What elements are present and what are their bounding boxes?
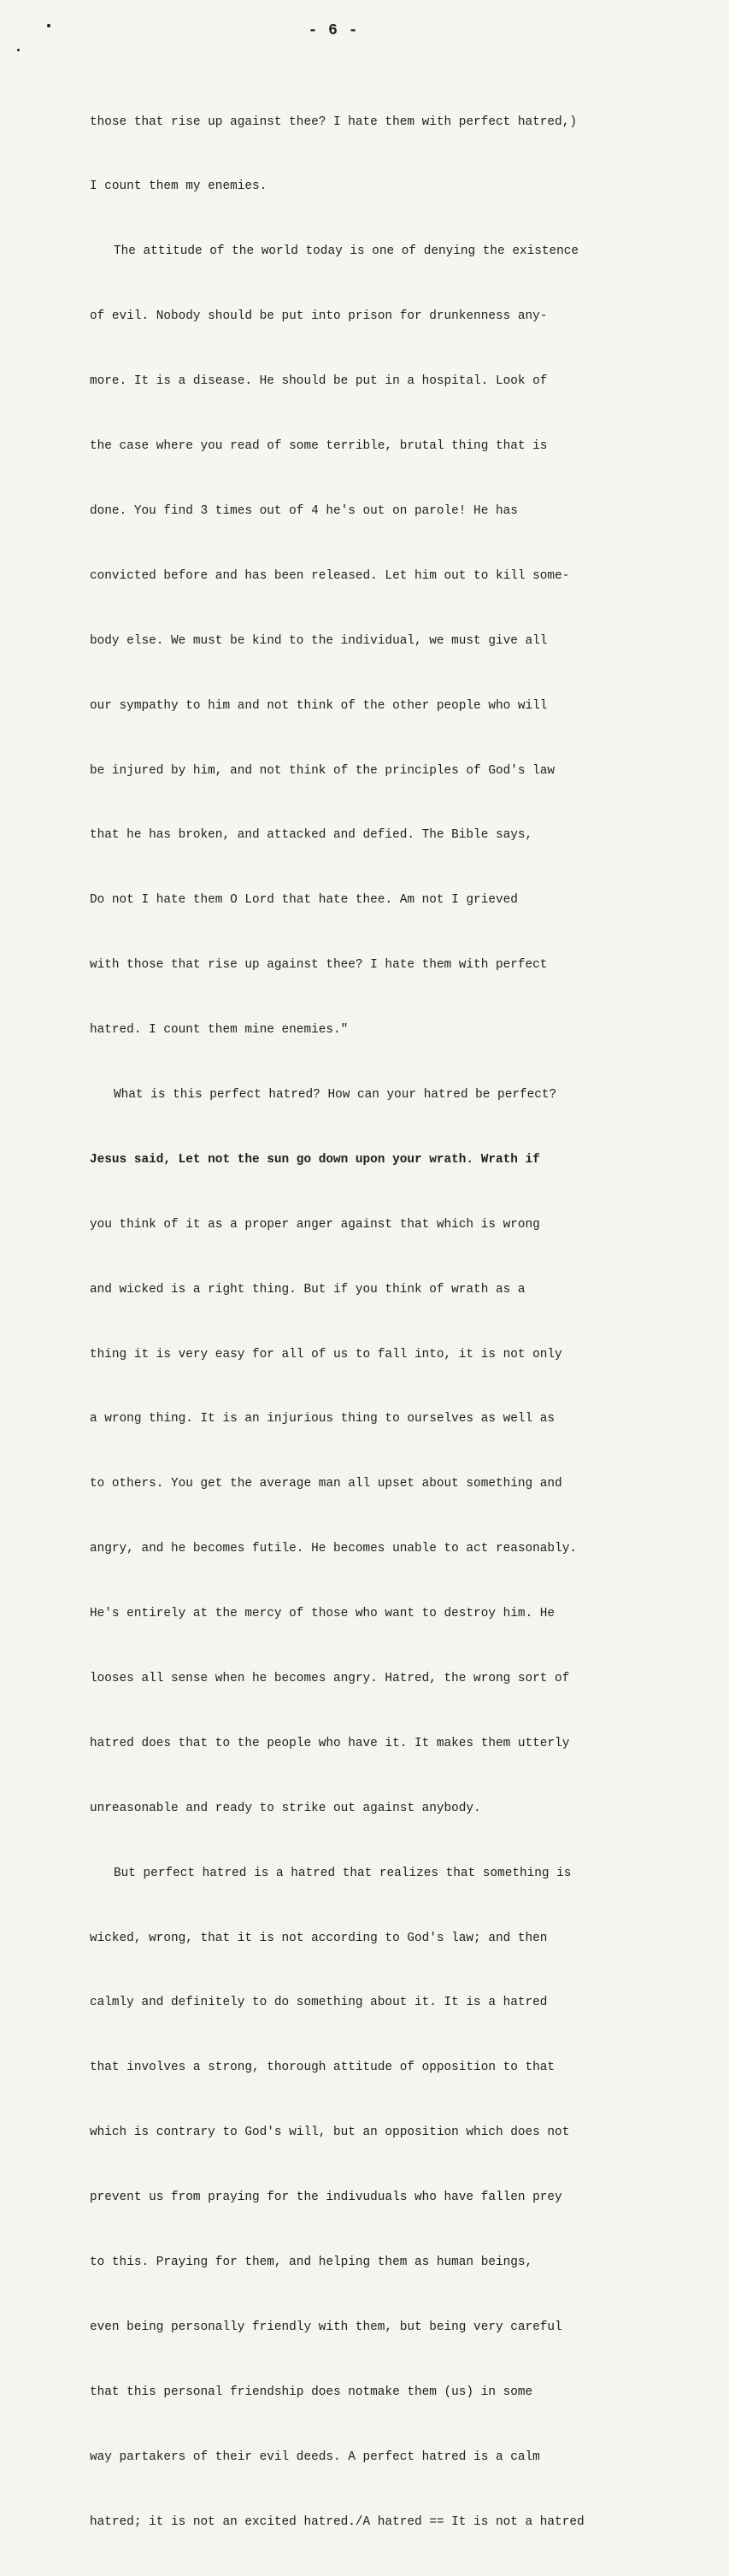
text-line: The attitude of the world today is one of denying the existence <box>114 244 579 259</box>
text-line: I count them my enemies. <box>90 179 267 194</box>
text-line: But perfect hatred is a hatred that realizes that something is <box>114 1866 572 1880</box>
text-line: that this personal friendship does notmake them (us) in some <box>90 2385 533 2399</box>
text-line: and wicked is a right thing. But if you think of wrath as a <box>90 1282 526 1297</box>
ink-speck <box>17 49 20 51</box>
text-line: with those that rise up against thee? I hate them with perfect <box>90 958 548 973</box>
text-line: to others. You get the average man all upset about something and <box>90 1477 562 1491</box>
text-line: which is contrary to God's will, but an opposition which does not <box>90 2126 570 2140</box>
ink-speck <box>47 24 50 27</box>
text-line: that involves a strong, thorough attitude of opposition to that <box>90 2061 556 2075</box>
text-line: Do not I hate them O Lord that hate thee. Am not I grieved <box>90 893 518 908</box>
text-line: even being personally friendly with them, but being very careful <box>90 2320 562 2334</box>
text-line: to this. Praying for them, and helping them as human beings, <box>90 2255 533 2269</box>
text-line: hatred; it is not an excited hatred./A hatred == It is not a hatred <box>90 2514 585 2529</box>
text-line: be injured by him, and not think of the principles of God's law <box>90 763 556 778</box>
text-line: that he has broken, and attacked and defied. The Bible says, <box>90 828 533 843</box>
text-line: way partakers of their evil deeds. A perfect hatred is a calm <box>90 2450 540 2464</box>
text-line: Jesus said, Let not the sun go down upon your wrath. Wrath if <box>90 1152 540 1167</box>
text-line: calmly and definitely to do something about it. It is a hatred <box>90 1996 548 2010</box>
text-line: convicted before and has been released. Let him out to kill some- <box>90 568 570 583</box>
text-line: our sympathy to him and not think of the other people who will <box>90 698 548 713</box>
text-line: more. It is a disease. He should be put in a hospital. Look of <box>90 374 548 389</box>
text-line: you think of it as a proper anger against that which is wrong <box>90 1217 540 1232</box>
text-line: thing it is very easy for all of us to fall into, it is not only <box>90 1347 562 1362</box>
text-line: What is this perfect hatred? How can your hatred be perfect? <box>114 1087 557 1102</box>
text-line: hatred. I count them mine enemies." <box>90 1023 349 1038</box>
text-line: prevent us from praying for the indivuduals who have fallen prey <box>90 2191 562 2205</box>
text-line: unreasonable and ready to strike out against anybody. <box>90 1801 481 1815</box>
text-line: wicked, wrong, that it is not according to God's law; and then <box>90 1931 548 1945</box>
text-line: the case where you read of some terrible, brutal thing that is <box>90 439 548 454</box>
text-line: body else. We must be kind to the individual, we must give all <box>90 633 548 648</box>
text-line: of evil. Nobody should be put into prison for drunkenness any- <box>90 309 548 324</box>
page-number: - 6 - <box>308 22 359 39</box>
text-line: He's entirely at the mercy of those who want to destroy him. He <box>90 1607 556 1621</box>
text-line: angry, and he becomes futile. He becomes unable to act reasonably. <box>90 1542 577 1556</box>
text-line: a wrong thing. It is an injurious thing to ourselves as well as <box>90 1412 556 1426</box>
text-line: hatred does that to the people who have it. It makes them utterly <box>90 1736 570 1750</box>
text-line: those that rise up against thee? I hate them with perfect hatred,) <box>90 115 577 129</box>
text-line: looses all sense when he becomes angry. Hatred, the wrong sort of <box>90 1671 570 1685</box>
body-text <box>90 68 697 2576</box>
text-line: done. You find 3 times out of 4 he's out on parole! He has <box>90 503 518 518</box>
